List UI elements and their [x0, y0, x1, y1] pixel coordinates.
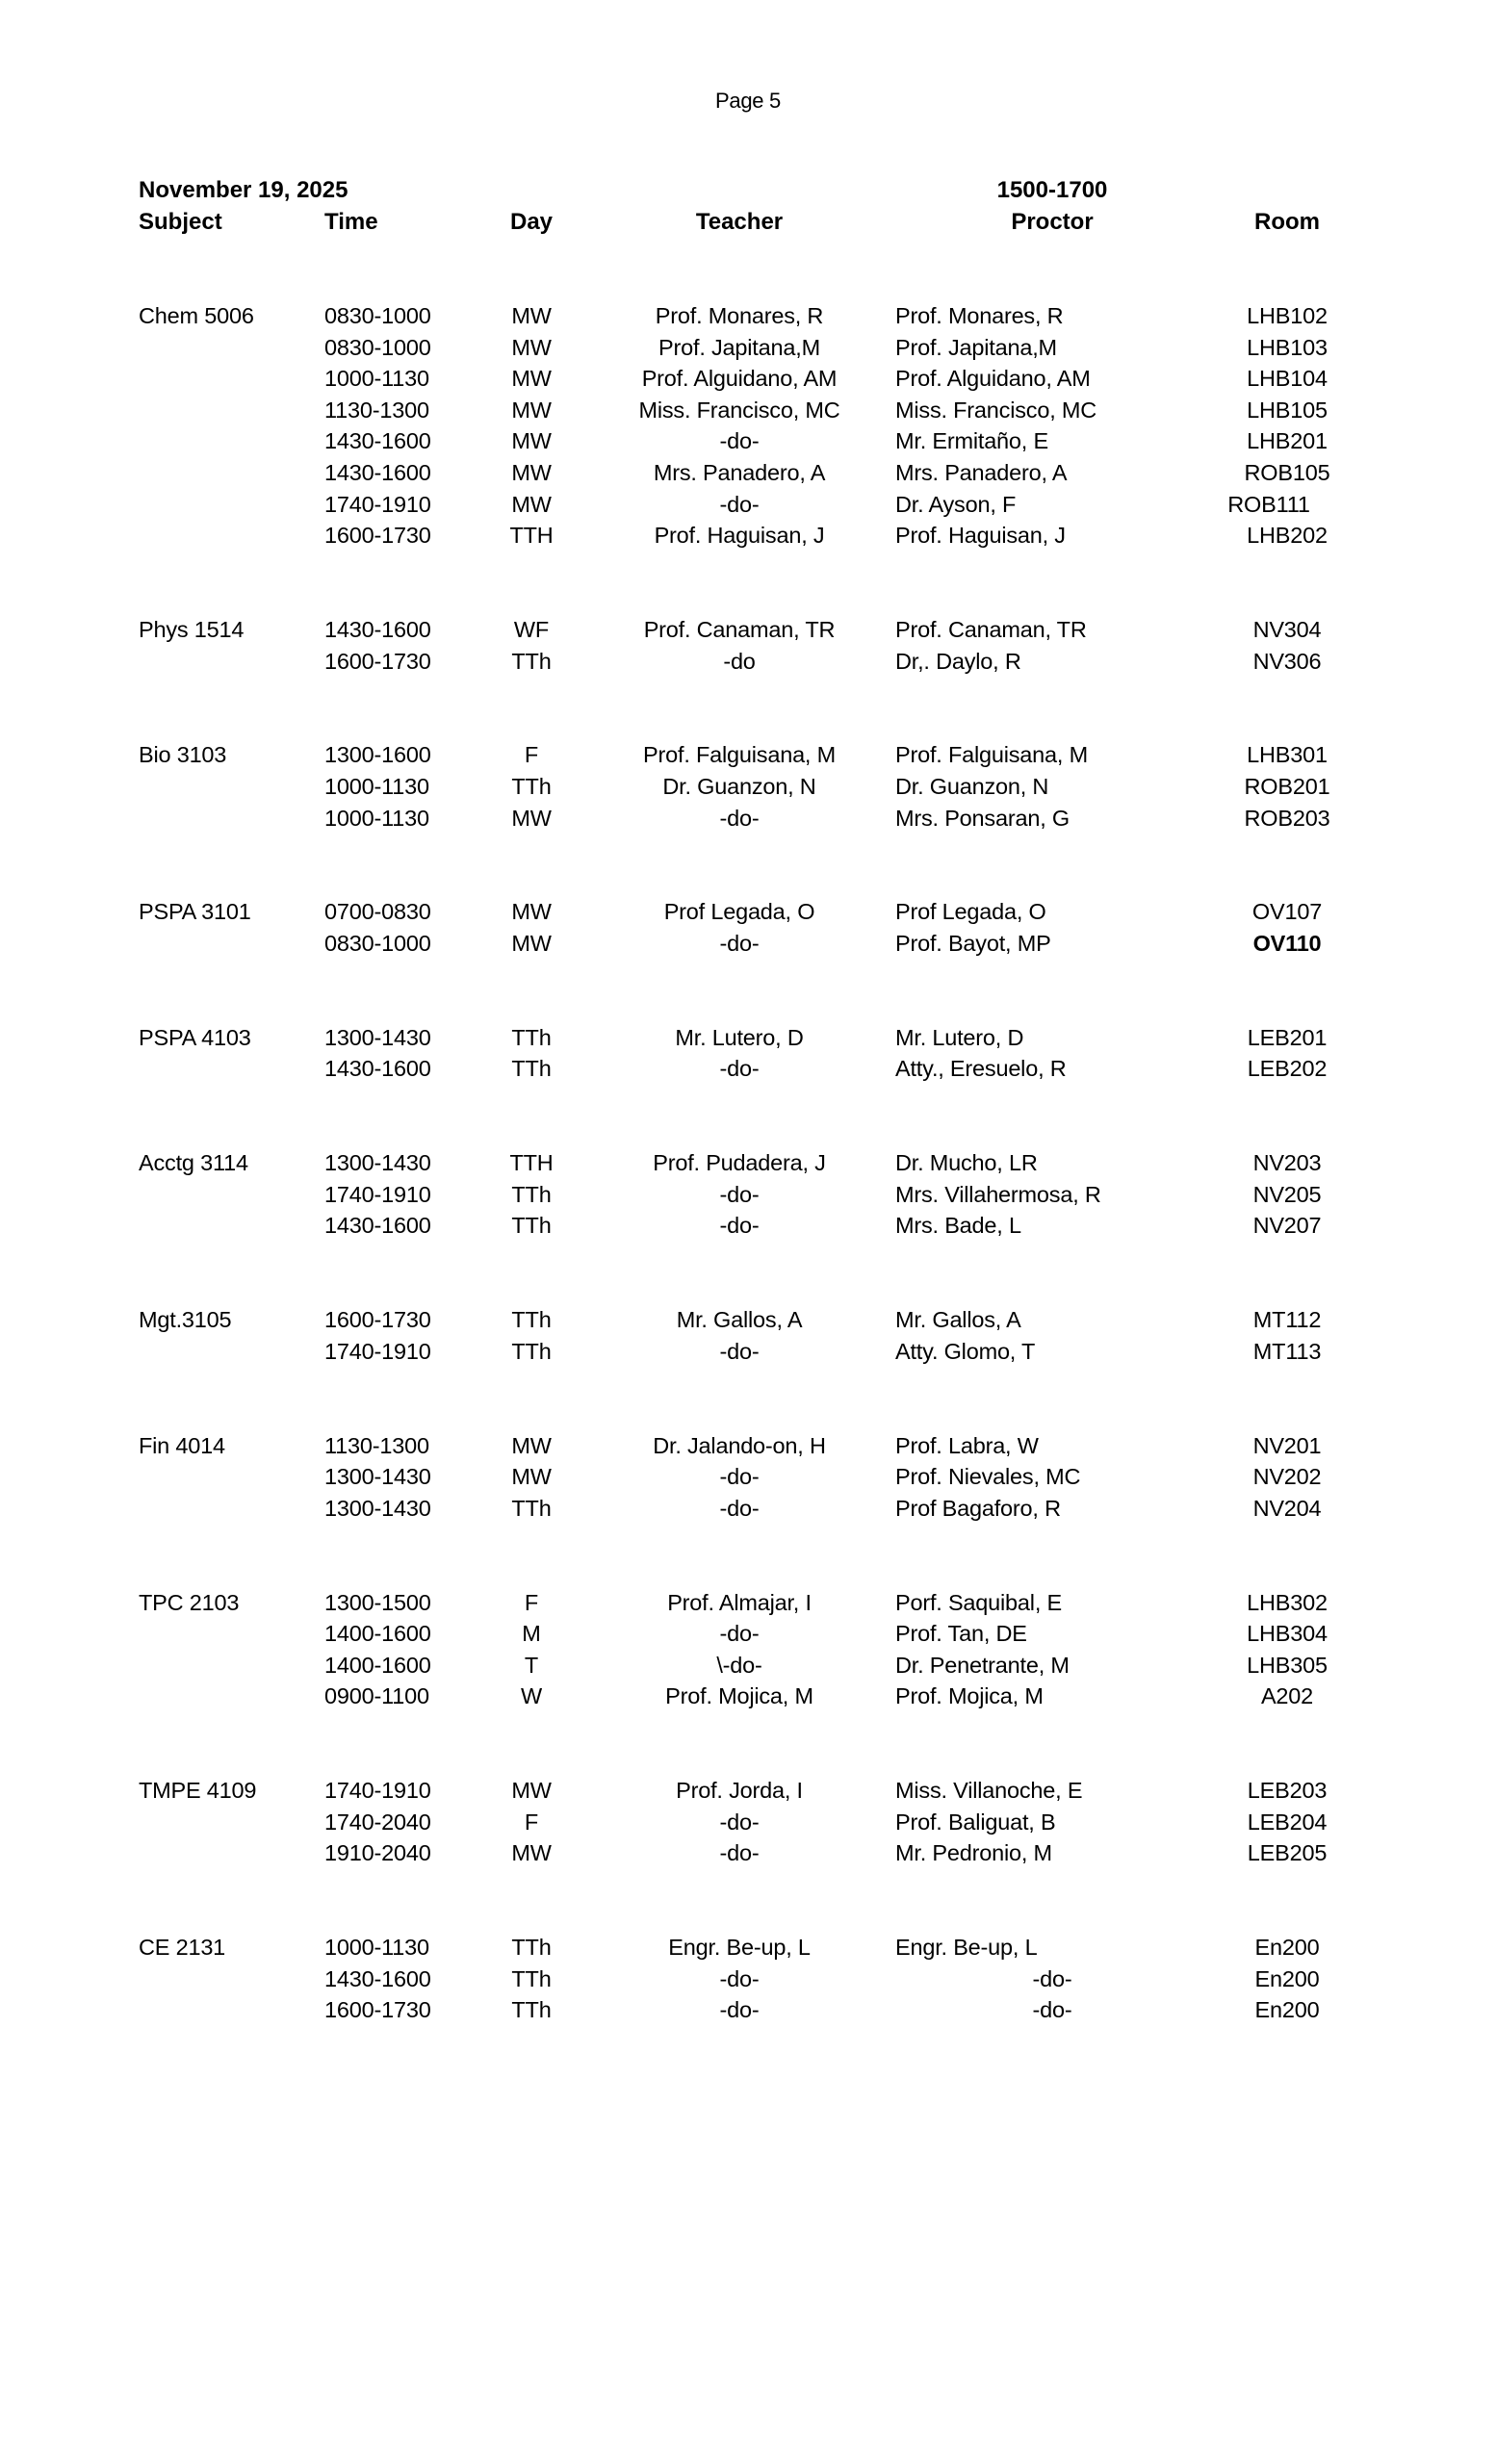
day-cell: MW: [511, 366, 552, 392]
room-cell: LHB302: [1247, 1589, 1328, 1615]
proctor-cell: Porf. Saquibal, E: [895, 1589, 1062, 1615]
room-cell: LEB204: [1247, 1809, 1328, 1835]
table-row: [0, 1589, 1496, 1621]
time-cell: 1430-1600: [324, 1056, 431, 1082]
time-cell: 1600-1730: [324, 1997, 431, 2023]
time-cell: 1430-1600: [324, 1213, 431, 1239]
header-proctor: Proctor: [1011, 209, 1094, 235]
proctor-cell: Mrs. Villahermosa, R: [895, 1181, 1101, 1207]
proctor-cell: Miss. Francisco, MC: [895, 397, 1097, 423]
room-cell: NV306: [1252, 648, 1322, 674]
table-row: [0, 1620, 1496, 1652]
proctor-cell: Atty., Eresuelo, R: [895, 1056, 1067, 1082]
time-cell: 0900-1100: [324, 1683, 429, 1709]
table-row: [0, 1212, 1496, 1244]
table-row: [0, 741, 1496, 773]
room-cell: NV207: [1252, 1213, 1322, 1239]
proctor-cell: Prof. Japitana,M: [895, 334, 1057, 360]
proctor-cell: Prof Legada, O: [895, 899, 1046, 925]
day-cell: F: [524, 1589, 539, 1615]
proctor-cell: Dr. Guanzon, N: [895, 774, 1049, 799]
teacher-cell: -do-: [719, 1621, 760, 1647]
table-row: [0, 1495, 1496, 1527]
table-row: [0, 397, 1496, 428]
day-cell: MW: [511, 397, 552, 423]
time-cell: 1300-1600: [324, 742, 431, 768]
day-cell: TTh: [511, 1338, 552, 1364]
time-cell: 1600-1730: [324, 648, 431, 674]
room-cell: MT113: [1252, 1338, 1322, 1364]
table-row: [0, 491, 1496, 523]
day-cell: MW: [511, 428, 552, 454]
room-cell: LEB205: [1247, 1840, 1328, 1866]
subject-cell: CE 2131: [139, 1935, 226, 1961]
day-cell: TTh: [511, 774, 552, 799]
teacher-cell: -do-: [719, 931, 760, 956]
proctor-cell: Dr. Penetrante, M: [895, 1652, 1070, 1678]
proctor-cell: Prof. Alguidano, AM: [895, 366, 1091, 392]
table-row: [0, 1149, 1496, 1181]
proctor-cell: Prof. Haguisan, J: [895, 523, 1066, 549]
room-cell: A202: [1260, 1683, 1314, 1709]
table-row: [0, 805, 1496, 836]
day-cell: MW: [511, 1778, 552, 1804]
teacher-cell: -do-: [719, 1464, 760, 1490]
proctor-cell: Prof. Falguisana, M: [895, 742, 1088, 768]
table-row: [0, 1181, 1496, 1213]
proctor-cell: Prof. Tan, DE: [895, 1621, 1027, 1647]
subject-cell: PSPA 3101: [139, 899, 251, 925]
proctor-cell: -do-: [1032, 1997, 1072, 2023]
proctor-cell: Prof. Labra, W: [895, 1432, 1039, 1458]
proctor-cell: Atty. Glomo, T: [895, 1338, 1036, 1364]
room-cell: LEB201: [1247, 1024, 1328, 1050]
table-row: [0, 898, 1496, 930]
teacher-cell: -do-: [719, 1181, 760, 1207]
table-row: [0, 1652, 1496, 1683]
subject-cell: TPC 2103: [139, 1589, 240, 1615]
day-cell: TTh: [511, 1935, 552, 1961]
teacher-cell: -do-: [719, 1840, 760, 1866]
header-room: Room: [1254, 209, 1320, 235]
time-cell: 1910-2040: [324, 1840, 431, 1866]
room-cell: OV110: [1252, 931, 1322, 956]
day-cell: F: [524, 742, 539, 768]
teacher-cell: -do-: [719, 1965, 760, 1991]
proctor-cell: Dr,. Daylo, R: [895, 648, 1021, 674]
proctor-cell: Prof. Bayot, MP: [895, 931, 1051, 956]
room-cell: ROB105: [1244, 460, 1330, 485]
table-row: [0, 522, 1496, 553]
day-cell: TTH: [509, 1150, 554, 1176]
day-cell: MW: [511, 491, 552, 517]
time-cell: 1600-1730: [324, 523, 431, 549]
teacher-cell: Dr. Guanzon, N: [662, 774, 816, 799]
time-cell: 0830-1000: [324, 931, 431, 956]
teacher-cell: -do-: [719, 1056, 760, 1082]
day-cell: TTh: [511, 1307, 552, 1333]
day-cell: TTh: [511, 1965, 552, 1991]
room-cell: LHB104: [1247, 366, 1328, 392]
table-row: [0, 334, 1496, 366]
proctor-cell: Mrs. Bade, L: [895, 1213, 1021, 1239]
proctor-cell: Prof. Nievales, MC: [895, 1464, 1081, 1490]
proctor-cell: Prof. Monares, R: [895, 303, 1064, 328]
time-cell: 1300-1430: [324, 1150, 431, 1176]
table-row: [0, 302, 1496, 334]
teacher-cell: -do-: [719, 1495, 760, 1521]
table-row: [0, 1055, 1496, 1087]
time-cell: 1130-1300: [324, 397, 429, 423]
room-cell: LHB102: [1247, 303, 1328, 328]
teacher-cell: Prof. Monares, R: [655, 303, 824, 328]
time-cell: 1740-1910: [324, 491, 431, 517]
time-cell: 1130-1300: [324, 1432, 429, 1458]
day-cell: TTh: [511, 1495, 552, 1521]
subject-cell: Bio 3103: [139, 742, 227, 768]
teacher-cell: -do-: [719, 1997, 760, 2023]
proctor-cell: Mr. Ermitaño, E: [895, 428, 1048, 454]
teacher-cell: Prof. Alguidano, AM: [641, 366, 838, 392]
room-cell: ROB201: [1244, 774, 1330, 799]
table-row: [0, 1463, 1496, 1495]
day-cell: MW: [511, 1464, 552, 1490]
proctor-cell: Mr. Pedronio, M: [895, 1840, 1052, 1866]
subject-cell: Phys 1514: [139, 617, 245, 642]
time-cell: 1400-1600: [324, 1652, 431, 1678]
room-cell: NV202: [1252, 1464, 1322, 1490]
room-cell: En200: [1254, 1997, 1320, 2023]
time-cell: 1000-1130: [324, 774, 429, 799]
room-cell: MT112: [1252, 1307, 1322, 1333]
table-row: [0, 773, 1496, 805]
proctor-cell: Prof. Canaman, TR: [895, 617, 1087, 642]
header-day: Day: [509, 209, 554, 235]
time-cell: 1000-1130: [324, 1935, 429, 1961]
proctor-cell: Dr. Ayson, F: [895, 491, 1017, 517]
room-cell: NV304: [1252, 617, 1322, 642]
teacher-cell: Prof Legada, O: [663, 899, 815, 925]
day-cell: TTh: [511, 1056, 552, 1082]
table-row: [0, 1965, 1496, 1997]
room-cell: OV107: [1251, 899, 1323, 925]
time-cell: 1430-1600: [324, 1965, 431, 1991]
teacher-cell: Prof. Pudadera, J: [653, 1150, 826, 1176]
teacher-cell: Mr. Lutero, D: [675, 1024, 804, 1050]
day-cell: MW: [511, 460, 552, 485]
header-subject: Subject: [139, 209, 222, 235]
table-row: [0, 1432, 1496, 1464]
day-cell: MW: [511, 1840, 552, 1866]
room-cell: En200: [1254, 1935, 1320, 1961]
day-cell: TTh: [511, 1997, 552, 2023]
room-cell: LHB301: [1247, 742, 1328, 768]
time-cell: 1740-1910: [324, 1181, 431, 1207]
day-cell: MW: [511, 303, 552, 328]
room-cell: LHB304: [1247, 1621, 1328, 1647]
time-cell: 1000-1130: [324, 366, 429, 392]
time-cell: 1000-1130: [324, 805, 429, 831]
time-cell: 0700-0830: [324, 899, 431, 925]
table-row: [0, 648, 1496, 680]
time-cell: 1300-1500: [324, 1589, 431, 1615]
day-cell: MW: [511, 805, 552, 831]
teacher-cell: Dr. Jalando-on, H: [653, 1432, 826, 1458]
day-cell: TTH: [509, 523, 554, 549]
page-number: Page 5: [715, 89, 781, 113]
day-cell: TTh: [511, 1024, 552, 1050]
teacher-cell: Prof. Haguisan, J: [654, 523, 825, 549]
time-cell: 1740-1910: [324, 1778, 431, 1804]
table-row: [0, 459, 1496, 491]
teacher-cell: -do-: [719, 1213, 760, 1239]
day-cell: T: [524, 1652, 539, 1678]
time-cell: 1300-1430: [324, 1464, 431, 1490]
teacher-cell: Prof. Mojica, M: [665, 1683, 813, 1709]
room-cell: NV201: [1252, 1432, 1322, 1458]
proctor-cell: Miss. Villanoche, E: [895, 1778, 1083, 1804]
teacher-cell: -do-: [719, 491, 760, 517]
proctor-cell: Engr. Be-up, L: [895, 1935, 1038, 1961]
day-cell: TTh: [511, 648, 552, 674]
day-cell: M: [522, 1621, 541, 1647]
teacher-cell: Prof. Almajar, I: [667, 1589, 812, 1615]
proctor-cell: -do-: [1032, 1965, 1072, 1991]
time-cell: 1300-1430: [324, 1495, 431, 1521]
proctor-cell: Prof. Mojica, M: [895, 1683, 1044, 1709]
room-cell: LEB203: [1247, 1778, 1328, 1804]
table-row: [0, 1024, 1496, 1056]
day-cell: MW: [511, 1432, 552, 1458]
room-cell: NV203: [1252, 1150, 1322, 1176]
teacher-cell: -do-: [719, 1809, 760, 1835]
proctor-cell: Prof. Baliguat, B: [895, 1809, 1056, 1835]
header-time: Time: [324, 209, 378, 235]
teacher-cell: -do-: [719, 428, 760, 454]
room-cell: NV204: [1252, 1495, 1322, 1521]
teacher-cell: Mrs. Panadero, A: [653, 460, 826, 485]
room-cell: ROB203: [1244, 805, 1330, 831]
proctor-cell: Mr. Gallos, A: [895, 1307, 1021, 1333]
room-cell: ROB111: [1227, 491, 1310, 517]
proctor-cell: Mrs. Panadero, A: [895, 460, 1068, 485]
time-cell: 1430-1600: [324, 617, 431, 642]
teacher-cell: Prof. Falguisana, M: [643, 742, 836, 768]
exam-session-time: 1500-1700: [996, 177, 1108, 203]
time-cell: 1740-1910: [324, 1338, 431, 1364]
teacher-cell: -do-: [719, 1338, 760, 1364]
table-row: [0, 930, 1496, 962]
exam-date: November 19, 2025: [139, 177, 348, 203]
room-cell: LHB305: [1247, 1652, 1328, 1678]
time-cell: 0830-1000: [324, 334, 431, 360]
table-row: [0, 616, 1496, 648]
day-cell: TTh: [511, 1213, 552, 1239]
teacher-cell: -do-: [719, 805, 760, 831]
subject-cell: Chem 5006: [139, 303, 254, 328]
room-cell: LHB105: [1247, 397, 1328, 423]
time-cell: 1300-1430: [324, 1024, 431, 1050]
teacher-cell: Engr. Be-up, L: [668, 1935, 811, 1961]
subject-cell: PSPA 4103: [139, 1024, 251, 1050]
proctor-cell: Dr. Mucho, LR: [895, 1150, 1038, 1176]
room-cell: LHB202: [1247, 523, 1328, 549]
day-cell: MW: [511, 899, 552, 925]
room-cell: En200: [1254, 1965, 1320, 1991]
table-row: [0, 1338, 1496, 1370]
time-cell: 1430-1600: [324, 460, 431, 485]
subject-cell: Fin 4014: [139, 1432, 225, 1458]
time-cell: 1400-1600: [324, 1621, 431, 1647]
table-row: [0, 365, 1496, 397]
subject-cell: Acctg 3114: [139, 1150, 248, 1176]
room-cell: LEB202: [1247, 1056, 1328, 1082]
table-row: [0, 1777, 1496, 1809]
teacher-cell: Miss. Francisco, MC: [638, 397, 840, 423]
proctor-cell: Mr. Lutero, D: [895, 1024, 1024, 1050]
room-cell: LHB103: [1247, 334, 1328, 360]
day-cell: F: [524, 1809, 539, 1835]
proctor-cell: Mrs. Ponsaran, G: [895, 805, 1070, 831]
room-cell: LHB201: [1247, 428, 1328, 454]
table-row: [0, 1306, 1496, 1338]
table-row: [0, 1682, 1496, 1714]
teacher-cell: Mr. Gallos, A: [676, 1307, 803, 1333]
teacher-cell: Prof. Canaman, TR: [643, 617, 836, 642]
teacher-cell: Prof. Jorda, I: [676, 1778, 803, 1804]
table-row: [0, 1809, 1496, 1840]
subject-cell: TMPE 4109: [139, 1778, 257, 1804]
day-cell: MW: [511, 931, 552, 956]
day-cell: MW: [511, 334, 552, 360]
teacher-cell: \-do-: [716, 1652, 762, 1678]
day-cell: W: [521, 1683, 542, 1709]
subject-cell: Mgt.3105: [139, 1307, 232, 1333]
time-cell: 1430-1600: [324, 428, 431, 454]
teacher-cell: Prof. Japitana,M: [658, 334, 820, 360]
time-cell: 0830-1000: [324, 303, 431, 328]
day-cell: TTh: [511, 1181, 552, 1207]
time-cell: 1600-1730: [324, 1307, 431, 1333]
table-row: [0, 1934, 1496, 1965]
time-cell: 1740-2040: [324, 1809, 431, 1835]
proctor-cell: Prof Bagaforo, R: [895, 1495, 1061, 1521]
table-row: [0, 427, 1496, 459]
teacher-cell: -do: [723, 648, 756, 674]
day-cell: WF: [513, 617, 550, 642]
table-row: [0, 1996, 1496, 2028]
table-row: [0, 1839, 1496, 1871]
header-teacher: Teacher: [695, 209, 784, 235]
room-cell: NV205: [1252, 1181, 1322, 1207]
